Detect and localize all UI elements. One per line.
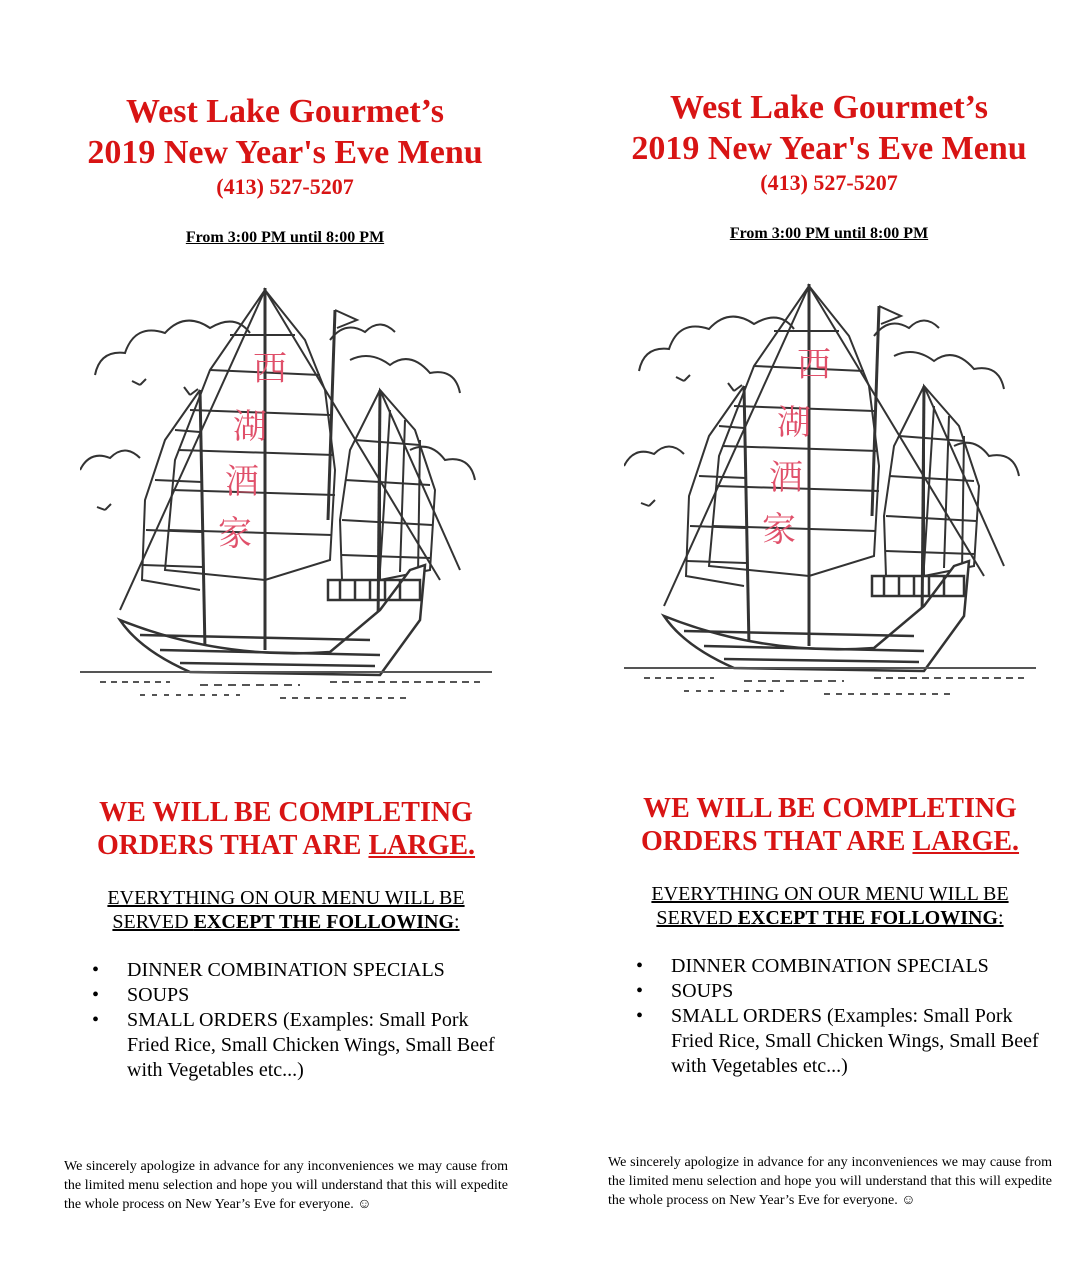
served-line-1: EVERYTHING ON OUR MENU WILL BE [651, 883, 1009, 905]
logo-char-2: 湖 [233, 407, 267, 447]
served-line-1: EVERYTHING ON OUR MENU WILL BE [107, 887, 465, 909]
hours-text: From 3:00 PM until 8:00 PM [729, 225, 929, 242]
junk-ship-logo [80, 280, 492, 710]
exceptions-list [636, 954, 1056, 1079]
served-line-2: SERVED EXCEPT THE FOLLOWING: [656, 907, 1004, 929]
logo-char-1: 西 [253, 349, 287, 389]
logo-char-3: 酒 [769, 458, 803, 498]
phone-number: (413) 527-5207 [760, 170, 898, 195]
notice-line-2: ORDERS THAT ARE LARGE. [640, 826, 1020, 857]
except-emphasis: EXCEPT THE FOLLOWING [737, 907, 999, 929]
restaurant-title: West Lake Gourmet’s [126, 93, 444, 130]
list-item: • SMALL ORDERS (Examples: Small Pork Fried Rice, Small Chicken Wings, Small Beef with Vegetables etc...) [636, 1004, 1056, 1079]
logo-char-1: 西 [797, 345, 831, 385]
large-emphasis: LARGE. [912, 826, 1020, 857]
list-item: • SOUPS [92, 983, 512, 1008]
restaurant-title: West Lake Gourmet’s [670, 89, 988, 126]
logo-char-4: 家 [218, 514, 252, 554]
notice-line-1: WE WILL BE COMPLETING [99, 797, 473, 828]
served-line-2: SERVED EXCEPT THE FOLLOWING: [112, 911, 460, 933]
junk-ship-logo [624, 276, 1036, 706]
flyer-right [540, 0, 1080, 1288]
notice-line-2: ORDERS THAT ARE LARGE. [96, 830, 476, 861]
large-emphasis: LARGE. [368, 830, 476, 861]
logo-char-4: 家 [762, 510, 796, 550]
exceptions-list [92, 958, 512, 1083]
list-item: • SOUPS [636, 979, 1056, 1004]
logo-char-3: 酒 [225, 462, 259, 502]
logo-char-2: 湖 [777, 403, 811, 443]
apology-note: We sincerely apologize in advance for any inconveniences we may cause from the limited menu selection and hope you will understand that this will expedite the whole process on New Year’s Eve for everyone. ☺ [64, 1159, 508, 1212]
except-emphasis: EXCEPT THE FOLLOWING [193, 911, 455, 933]
notice-line-1: WE WILL BE COMPLETING [643, 793, 1017, 824]
phone-number: (413) 527-5207 [216, 174, 354, 199]
list-item: • DINNER COMBINATION SPECIALS [92, 958, 512, 983]
list-item: • SMALL ORDERS (Examples: Small Pork Fried Rice, Small Chicken Wings, Small Beef with Vegetables etc...) [92, 1008, 512, 1083]
list-item: • DINNER COMBINATION SPECIALS [636, 954, 1056, 979]
menu-title: 2019 New Year's Eve Menu [631, 130, 1027, 167]
menu-title: 2019 New Year's Eve Menu [87, 134, 483, 171]
apology-note: We sincerely apologize in advance for any inconveniences we may cause from the limited menu selection and hope you will understand that this will expedite the whole process on New Year’s Eve for everyone. ☺ [608, 1155, 1052, 1208]
hours-text: From 3:00 PM until 8:00 PM [185, 229, 385, 246]
